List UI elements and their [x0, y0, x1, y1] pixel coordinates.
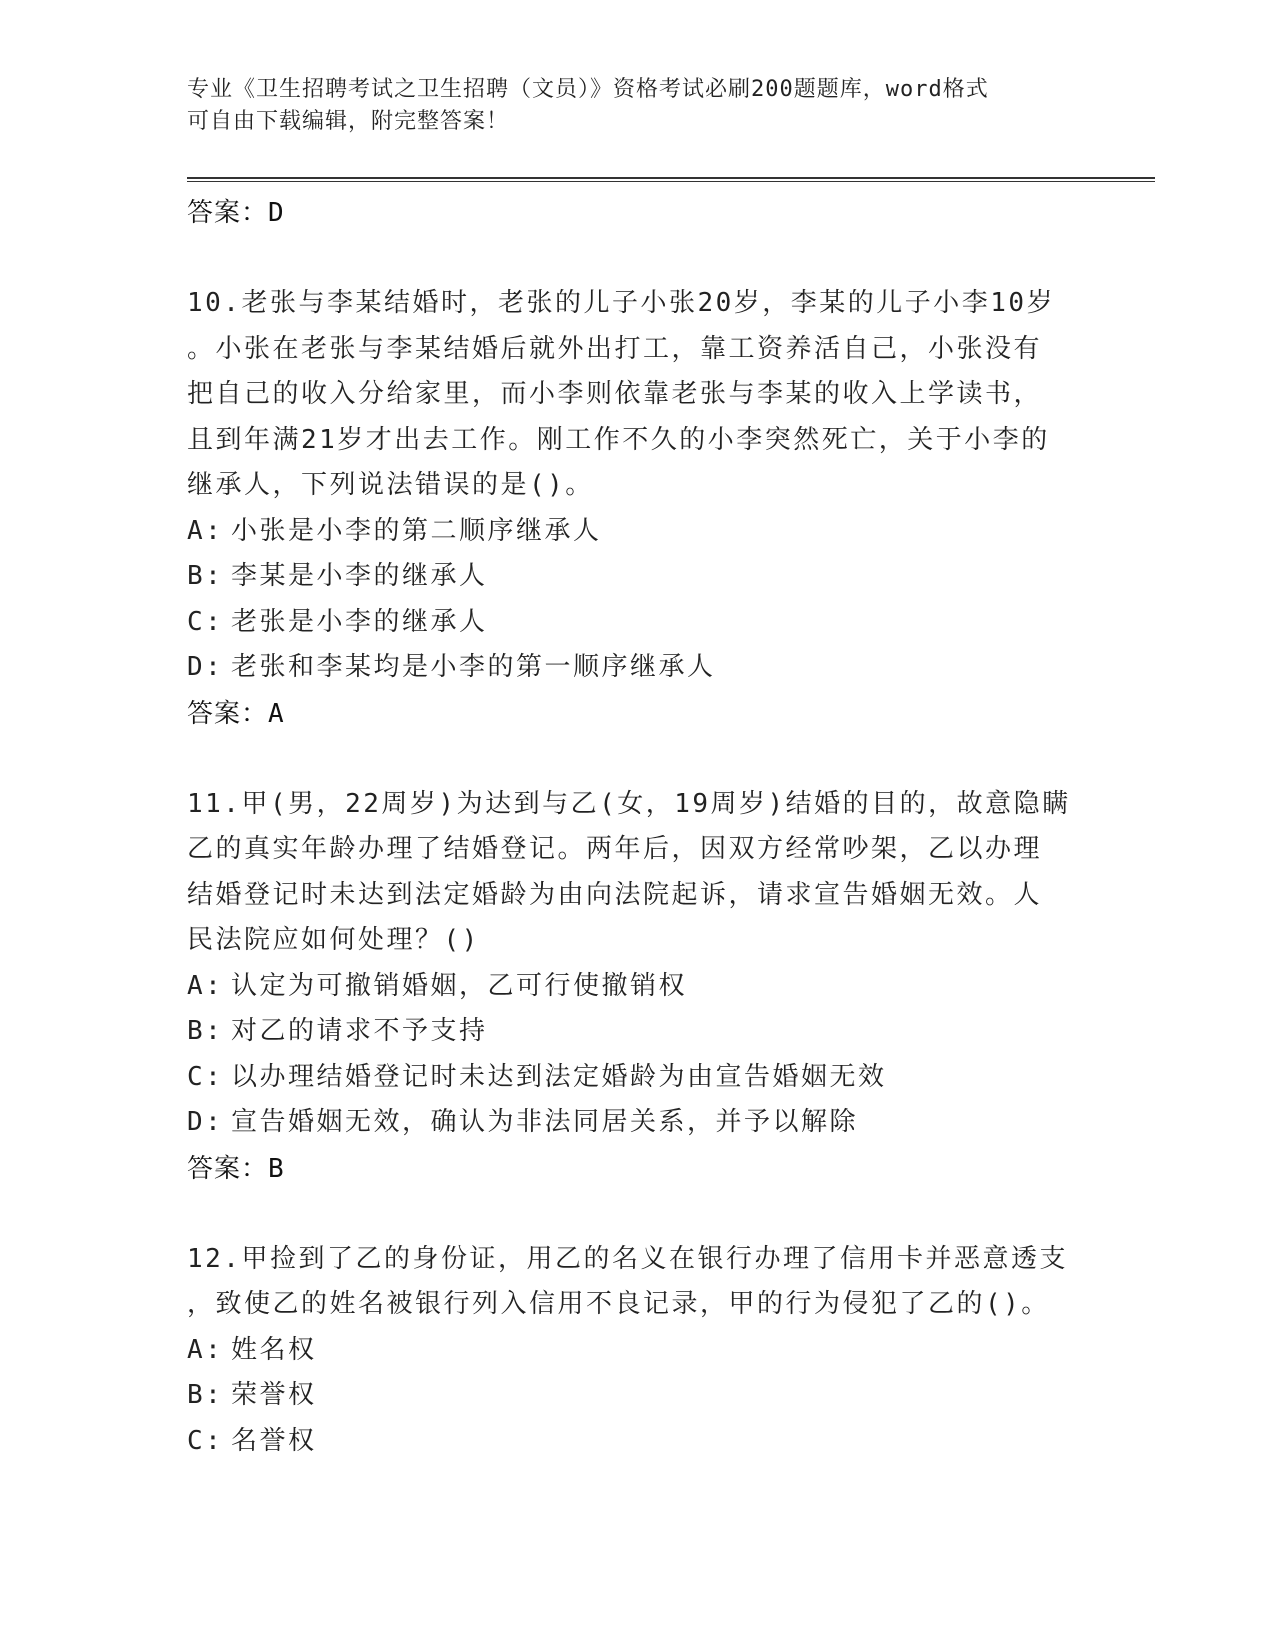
option-key: A:: [187, 970, 224, 1001]
option-item: [187, 1419, 1087, 1465]
option-text: 认定为可撤销婚姻，乙可行使撤销权: [231, 970, 688, 1001]
header-line-1: 专业《卫生招聘考试之卫生招聘（文员）》资格考试必刷200题题库，word格式: [187, 77, 989, 102]
document-body: [187, 186, 1087, 1464]
option-key: B:: [187, 561, 224, 591]
option-item: [187, 509, 1087, 555]
option-key: A:: [187, 1334, 224, 1365]
question-item: [187, 281, 1087, 737]
option-item: [187, 1373, 1087, 1419]
question-item: [187, 1237, 1087, 1465]
option-item: [187, 1055, 1087, 1101]
option-key: A:: [187, 515, 224, 546]
option-text: 小张是小李的第二顺序继承人: [231, 515, 602, 546]
option-text: 老张是小李的继承人: [231, 606, 488, 637]
option-item: [187, 554, 1087, 600]
option-key: B:: [187, 1016, 224, 1046]
question-stem: 11.甲(男，22周岁)为达到与乙(女，19周岁)结婚的目的，故意隐瞒 乙的真实年龄办理了结婚登记。两年后，因双方经常吵架，乙以办理 结婚登记时未达到法定婚龄为由向法院起诉，请求宣告婚姻无效。人 民法院应如何处理？(): [187, 788, 1071, 955]
answer-line: 答案：D: [187, 198, 285, 228]
option-item: [187, 1100, 1087, 1146]
option-key: D:: [187, 1107, 224, 1137]
option-key: C:: [187, 1061, 224, 1092]
option-text: 老张和李某均是小李的第一顺序继承人: [231, 652, 716, 682]
option-text: 名誉权: [231, 1425, 317, 1456]
option-text: 对乙的请求不予支持: [231, 1016, 488, 1046]
question-item: [187, 782, 1087, 1192]
option-item: [187, 645, 1087, 691]
option-item: [187, 1328, 1087, 1374]
answer-line: 答案：A: [187, 698, 285, 729]
option-item: [187, 600, 1087, 646]
option-key: B:: [187, 1380, 224, 1410]
question-stem: 10.老张与李某结婚时，老张的儿子小张20岁，李某的儿子小李10岁 。小张在老张与李某结婚后就外出打工，靠工资养活自己，小张没有 把自己的收入分给家里，而小李则依靠老张与李某的收入上学读书， 且到年满21岁才出去工作。刚工作不久的小李突然死亡，关于小李的 继承人，下列说法错误的是()。: [187, 288, 1056, 500]
answer-line: 答案：B: [187, 1153, 285, 1184]
option-text: 宣告婚姻无效，确认为非法同居关系，并予以解除: [231, 1107, 859, 1137]
option-key: C:: [187, 606, 224, 637]
option-text: 荣誉权: [231, 1380, 317, 1410]
option-text: 姓名权: [231, 1334, 317, 1365]
header-line-2: 可自由下载编辑，附完整答案！: [187, 109, 510, 134]
page-header: [187, 74, 1067, 138]
option-key: C:: [187, 1425, 224, 1456]
option-item: [187, 964, 1087, 1010]
option-text: 以办理结婚登记时未达到法定婚龄为由宣告婚姻无效: [231, 1061, 887, 1092]
option-item: [187, 1009, 1087, 1055]
option-key: D:: [187, 652, 224, 682]
option-text: 李某是小李的继承人: [231, 561, 488, 591]
header-divider: [187, 177, 1155, 182]
question-stem: 12.甲捡到了乙的身份证，用乙的名义在银行办理了信用卡并恶意透支 ，致使乙的姓名被银行列入信用不良记录，甲的行为侵犯了乙的()。: [187, 1243, 1068, 1319]
